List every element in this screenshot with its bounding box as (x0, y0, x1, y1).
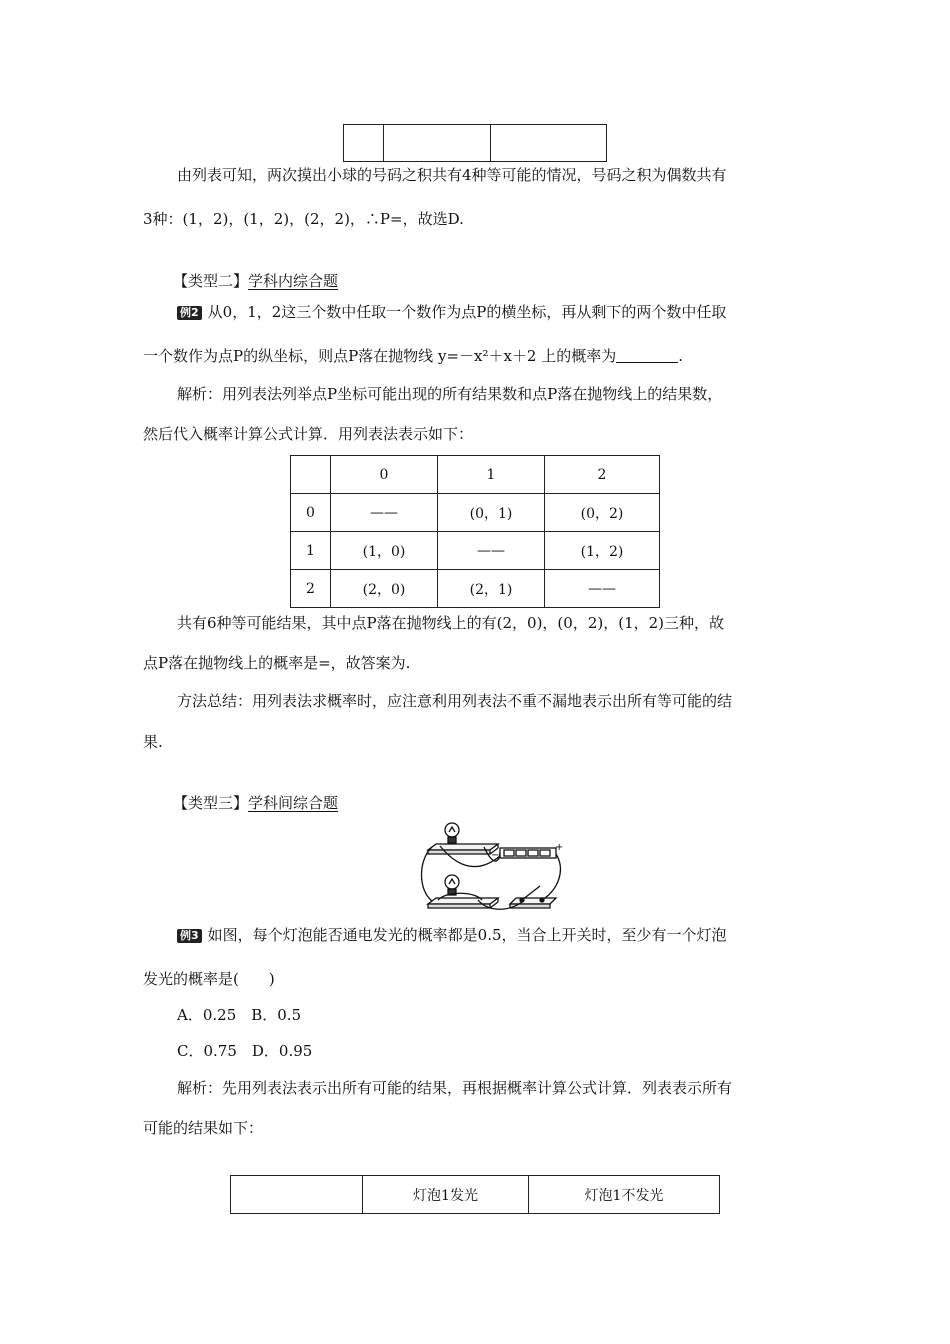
analysis-line: 解析：先用列表法表示出所有可能的结果，再根据概率计算公式计算．列表表示所有 (177, 1079, 733, 1097)
table-header-cell (231, 1176, 363, 1214)
table-cell: (0，1) (438, 494, 545, 532)
table-header-cell: 2 (545, 456, 660, 494)
top-table (343, 124, 607, 162)
example-badge: 例2 (177, 306, 202, 320)
table-header-cell: 1 (438, 456, 545, 494)
table-cell: (0，2) (545, 494, 660, 532)
analysis-line: 解析：用列表法列举点P坐标可能出现的所有结果数和点P落在抛物线上的结果数， (177, 385, 723, 403)
table-cell: (2，0) (331, 570, 438, 608)
example-3-line: 发光的概率是( ) (143, 970, 275, 988)
circuit-figure (418, 820, 568, 914)
method-summary-line: 果. (143, 733, 163, 751)
coordinate-table (290, 455, 660, 608)
table-cell (384, 125, 491, 162)
heading-prefix: 【类型二】 (173, 272, 249, 290)
table-cell: 0 (291, 494, 331, 532)
table-cell: (2，1) (438, 570, 545, 608)
table-header-cell (291, 456, 331, 494)
table-cell: (1，2) (545, 532, 660, 570)
table-cell: 1 (291, 532, 331, 570)
answer-blank (616, 348, 678, 363)
example-3-line (177, 925, 727, 945)
option-line: A．0.25 B．0.5 (177, 1006, 302, 1024)
table-row (291, 532, 660, 570)
table-header-cell: 灯泡1不发光 (529, 1176, 720, 1214)
table-row (291, 570, 660, 608)
example-text: 一个数作为点P的纵坐标，则点P落在抛物线 y=－x²＋x＋2 上的概率为 (143, 347, 617, 365)
paragraph-line: 由列表可知，两次摸出小球的号码之积共有4种等可能的情况，号码之积为偶数共有 (177, 166, 727, 184)
example-badge: 例3 (177, 929, 202, 943)
battery-icon (500, 848, 556, 858)
analysis-line: 可能的结果如下： (143, 1119, 264, 1137)
battery-minus-label: − (491, 850, 500, 861)
example-text: 如图，每个灯泡能否通电发光的概率都是0.5，当合上开关时，至少有一个灯泡 (207, 926, 727, 944)
battery-plus-label: + (555, 842, 564, 853)
table-cell: —— (331, 494, 438, 532)
section-heading-type2 (173, 271, 338, 291)
table-cell: —— (545, 570, 660, 608)
result-line: 共有6种等可能结果，其中点P落在抛物线上的有(2，0)，(0，2)，(1，2)三种，故 (177, 614, 725, 632)
table-cell: 2 (291, 570, 331, 608)
table-header-cell: 灯泡1发光 (363, 1176, 529, 1214)
method-summary-line: 方法总结：用列表法求概率时，应注意利用列表法不重不漏地表示出所有等可能的结 (177, 692, 733, 710)
table-cell (344, 125, 384, 162)
example-text-end: . (678, 347, 684, 365)
section-heading-type3 (173, 793, 338, 813)
bulb-table (230, 1175, 720, 1214)
heading-prefix: 【类型三】 (173, 794, 249, 812)
example-2-line (143, 346, 683, 366)
paragraph-line: 3种：(1，2)，(1，2)，(2，2)，∴P=，故选D. (143, 210, 464, 228)
table-row (291, 494, 660, 532)
bulb-icon (445, 823, 459, 843)
option-line: C．0.75 D．0.95 (177, 1042, 313, 1060)
table-header-cell: 0 (331, 456, 438, 494)
example-text: 从0，1，2这三个数中任取一个数作为点P的横坐标，再从剩下的两个数中任取 (207, 303, 727, 321)
example-2-line (177, 302, 726, 322)
bulb-icon (445, 875, 459, 895)
heading-title: 学科内综合题 (248, 272, 339, 290)
heading-title: 学科间综合题 (248, 794, 339, 812)
table-cell: —— (438, 532, 545, 570)
table-cell (491, 125, 607, 162)
analysis-line: 然后代入概率计算公式计算．用列表法表示如下： (143, 425, 474, 443)
result-line: 点P落在抛物线上的概率是=，故答案为. (143, 654, 411, 672)
table-cell: (1，0) (331, 532, 438, 570)
